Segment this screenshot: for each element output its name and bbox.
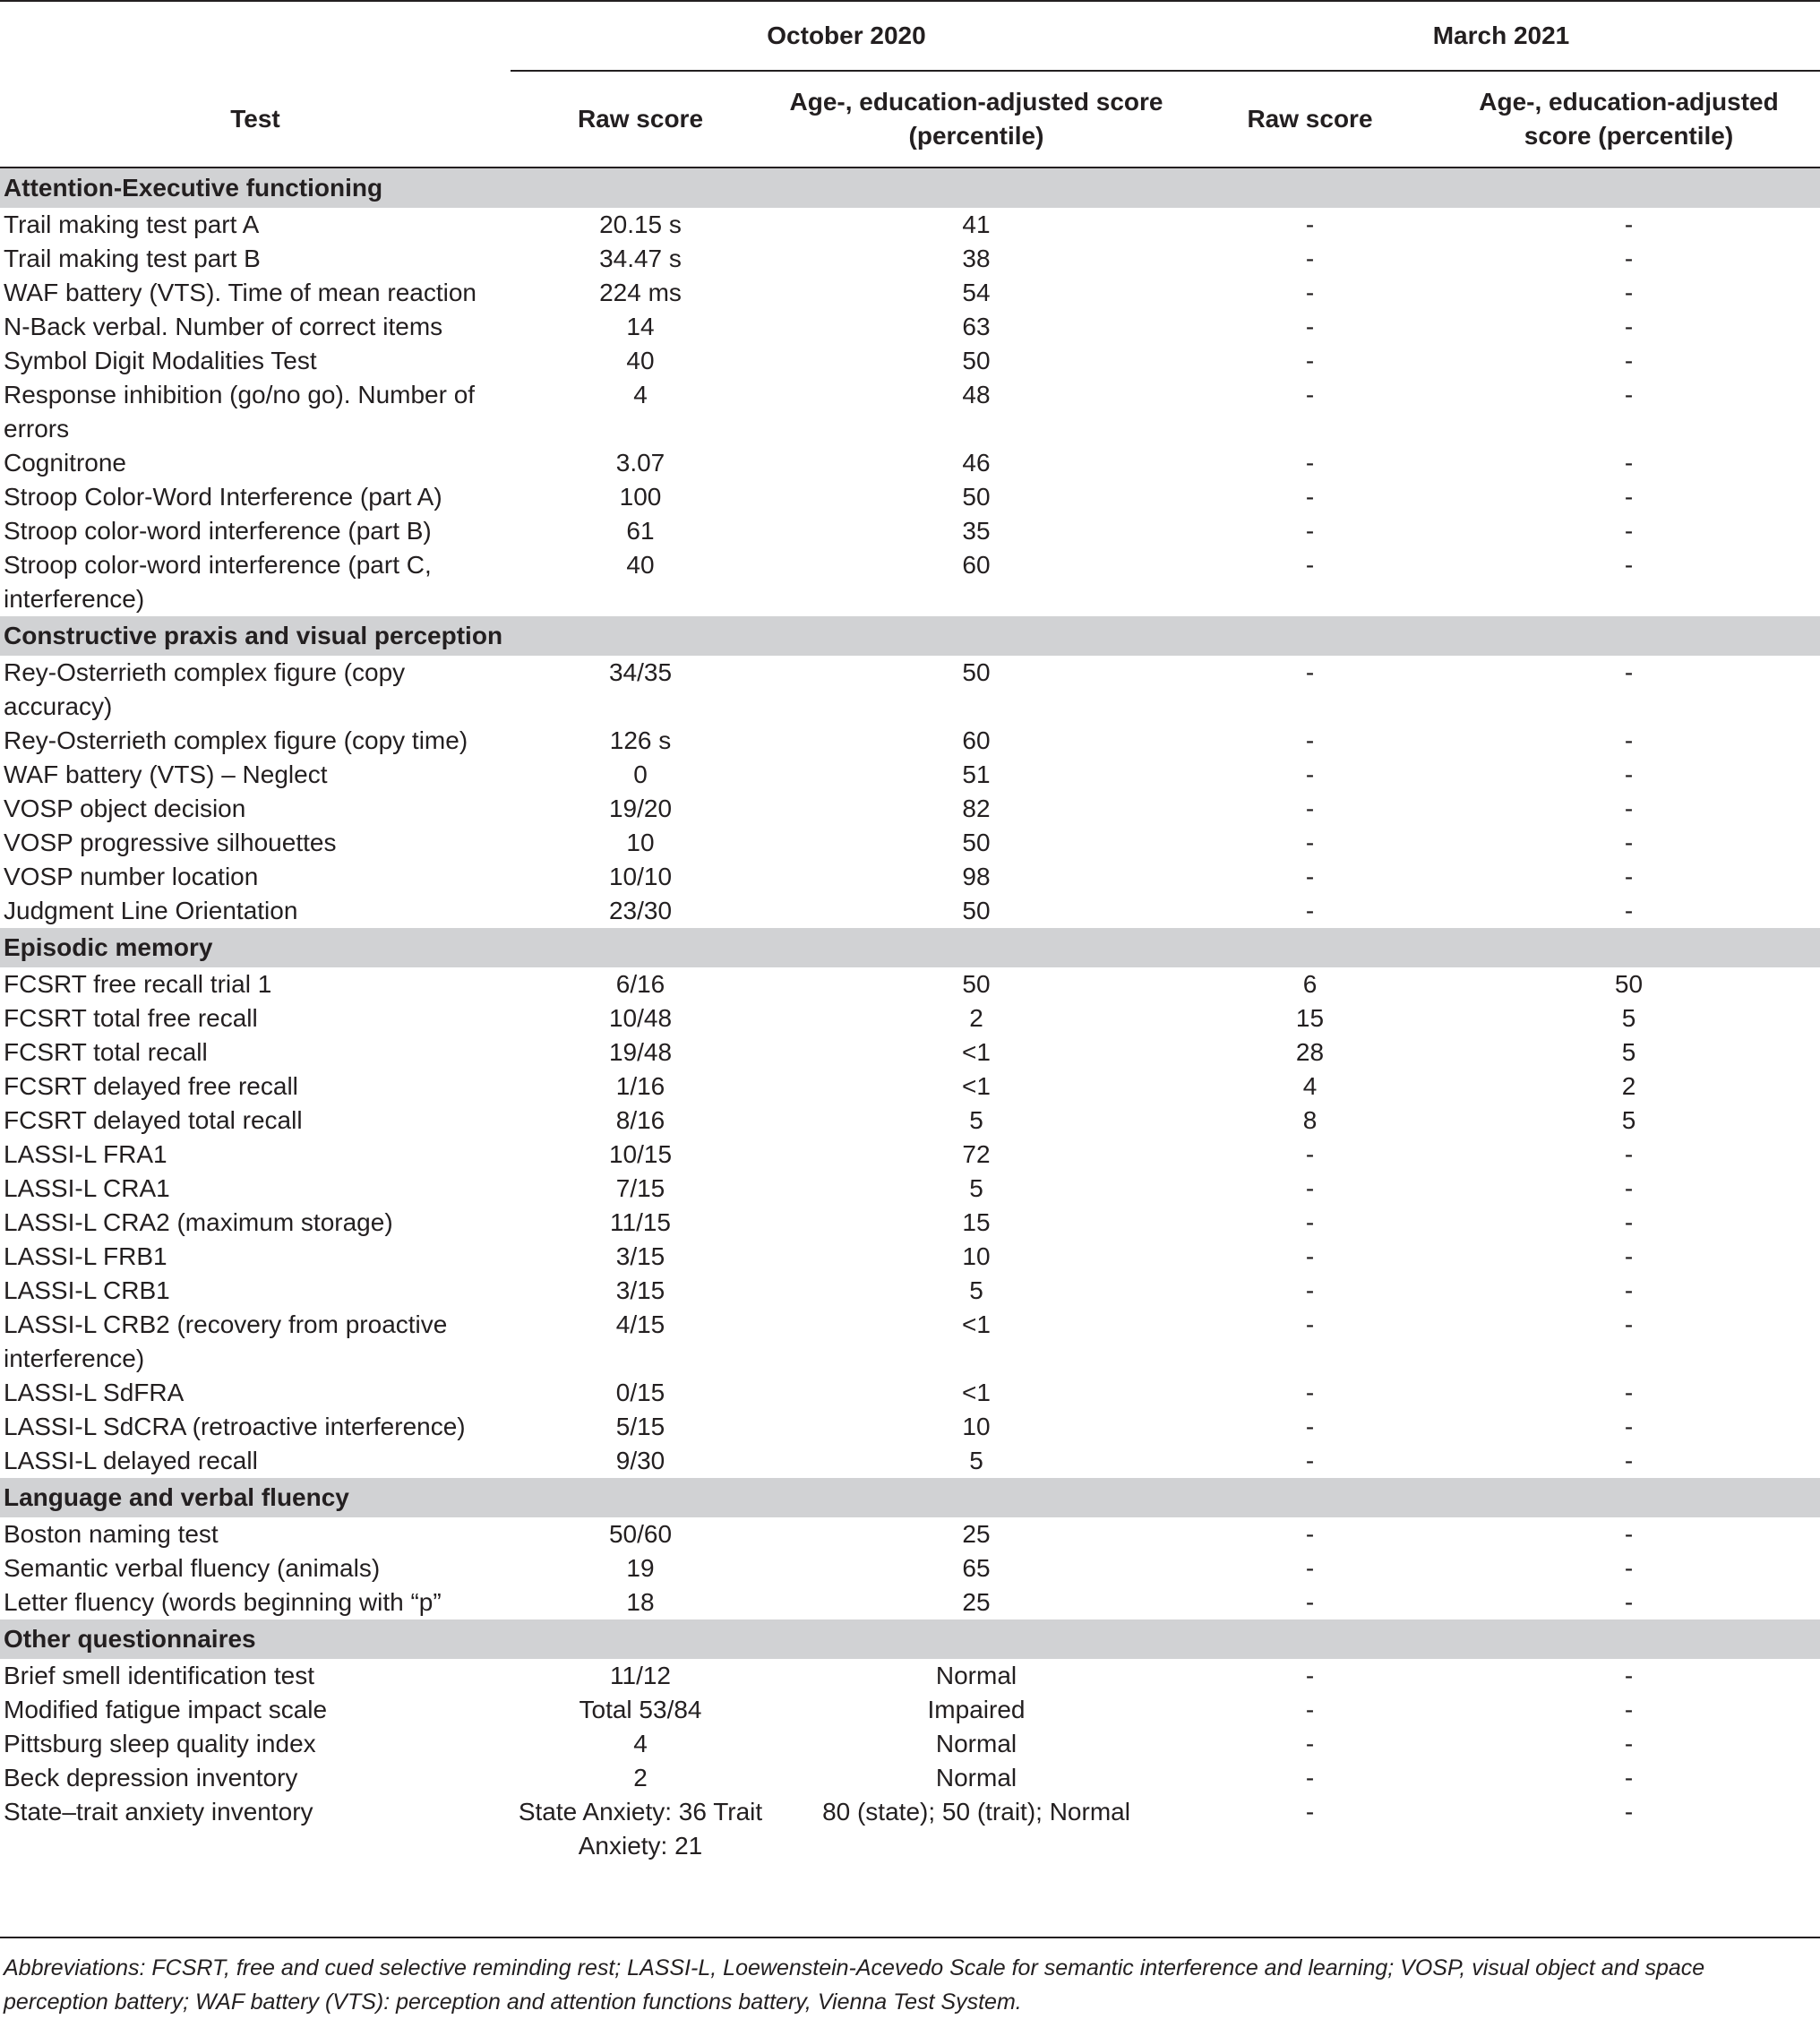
adjusted-score-mar-2021-cell: - <box>1624 1798 1634 1826</box>
raw-score-mar-2021-cell: - <box>1305 245 1315 272</box>
adjusted-score-oct-2020-cell: 10 <box>962 1413 991 1440</box>
table-row <box>0 378 1820 446</box>
col-header-adjusted-score-2: Age-, education-adjusted score (percentile) <box>1438 71 1820 168</box>
raw-score-oct-2020-cell: 10/10 <box>608 863 673 890</box>
test-name-cell: Response inhibition (go/no go). Number of errors <box>4 381 476 442</box>
raw-score-oct-2020-cell: Total 53/84 <box>579 1696 702 1723</box>
adjusted-score-oct-2020-cell: 60 <box>962 726 991 754</box>
section-header-constructive-praxis-and-visual-perception <box>0 616 1820 656</box>
adjusted-score-oct-2020-cell: 25 <box>962 1520 991 1548</box>
adjusted-score-mar-2021-cell: - <box>1624 210 1634 238</box>
raw-score-oct-2020-cell: 10/48 <box>608 1004 673 1032</box>
raw-score-oct-2020-cell: 100 <box>619 483 662 511</box>
table-row <box>0 1795 1820 1863</box>
raw-score-mar-2021-cell: - <box>1305 1276 1315 1304</box>
test-name-cell: WAF battery (VTS) – Neglect <box>4 760 328 788</box>
table-row <box>0 1172 1820 1206</box>
raw-score-oct-2020-cell: 7/15 <box>615 1174 665 1202</box>
adjusted-score-oct-2020-cell: 5 <box>969 1106 983 1134</box>
raw-score-mar-2021-cell: - <box>1305 1242 1315 1270</box>
raw-score-mar-2021-cell: - <box>1305 1208 1315 1236</box>
adjusted-score-oct-2020-cell: 50 <box>962 483 991 511</box>
table-row <box>0 1308 1820 1376</box>
adjusted-score-mar-2021-cell: - <box>1624 795 1634 822</box>
raw-score-mar-2021-cell: - <box>1305 1520 1315 1548</box>
test-name-cell: Trail making test part A <box>4 210 260 238</box>
test-name-cell: FCSRT total free recall <box>4 1004 258 1032</box>
adjusted-score-mar-2021-cell: 5 <box>1621 1106 1636 1134</box>
adjusted-score-mar-2021-cell: - <box>1624 313 1634 340</box>
table-row <box>0 1659 1820 1693</box>
table-row <box>0 1727 1820 1761</box>
raw-score-mar-2021-cell: - <box>1305 658 1315 686</box>
raw-score-mar-2021-cell: - <box>1305 1174 1315 1202</box>
adjusted-score-mar-2021-cell: - <box>1624 1413 1634 1440</box>
table-row <box>0 1585 1820 1619</box>
raw-score-mar-2021-cell: - <box>1305 760 1315 788</box>
raw-score-mar-2021-cell: - <box>1305 279 1315 306</box>
adjusted-score-oct-2020-cell: 98 <box>962 863 991 890</box>
adjusted-score-oct-2020-cell: 50 <box>962 970 991 998</box>
raw-score-mar-2021-cell: - <box>1305 1140 1315 1168</box>
adjusted-score-mar-2021-cell: - <box>1624 1696 1634 1723</box>
section-title: Constructive praxis and visual perception <box>0 616 1820 656</box>
adjusted-score-mar-2021-cell: - <box>1624 897 1634 924</box>
table-row <box>0 1001 1820 1035</box>
adjusted-score-mar-2021-cell: - <box>1624 1662 1634 1689</box>
test-name-cell: LASSI-L CRA2 (maximum storage) <box>4 1208 393 1236</box>
adjusted-score-mar-2021-cell: 2 <box>1621 1072 1636 1100</box>
section-title: Attention-Executive functioning <box>0 168 1820 208</box>
test-name-cell: LASSI-L CRB2 (recovery from proactive interference) <box>4 1310 448 1372</box>
test-name-cell: Rey-Osterrieth complex figure (copy accuracy) <box>4 658 406 720</box>
adjusted-score-mar-2021-cell: - <box>1624 1447 1634 1474</box>
raw-score-oct-2020-cell: 11/12 <box>610 1662 671 1689</box>
section-title: Episodic memory <box>0 928 1820 967</box>
adjusted-score-mar-2021-cell: - <box>1624 1730 1634 1757</box>
raw-score-oct-2020-cell: 18 <box>626 1588 655 1616</box>
adjusted-score-mar-2021-cell: - <box>1624 1310 1634 1338</box>
adjusted-score-oct-2020-cell: 5 <box>969 1276 983 1304</box>
adjusted-score-oct-2020-cell: 48 <box>962 381 991 408</box>
test-name-cell: Letter fluency (words beginning with “p” <box>4 1588 442 1616</box>
test-name-cell: Brief smell identification test <box>4 1662 315 1689</box>
test-name-cell: LASSI-L FRB1 <box>4 1242 167 1270</box>
raw-score-mar-2021-cell: - <box>1305 483 1315 511</box>
adjusted-score-oct-2020-cell: 65 <box>962 1554 991 1582</box>
section-title: Other questionnaires <box>0 1619 1820 1659</box>
test-name-cell: Semantic verbal fluency (animals) <box>4 1554 381 1582</box>
raw-score-mar-2021-cell: - <box>1305 726 1315 754</box>
period-header-row <box>0 2 1820 71</box>
raw-score-oct-2020-cell: 3/15 <box>615 1242 665 1270</box>
adjusted-score-oct-2020-cell: Normal <box>935 1764 1017 1791</box>
raw-score-mar-2021-cell: - <box>1305 1764 1315 1791</box>
table-row <box>0 310 1820 344</box>
period-empty-cell <box>0 2 511 71</box>
raw-score-oct-2020-cell: 50/60 <box>608 1520 673 1548</box>
raw-score-oct-2020-cell: 4 <box>633 381 648 408</box>
test-name-cell: FCSRT free recall trial 1 <box>4 970 272 998</box>
table-row <box>0 208 1820 242</box>
raw-score-oct-2020-cell: 224 ms <box>599 279 682 306</box>
adjusted-score-oct-2020-cell: 2 <box>969 1004 983 1032</box>
adjusted-score-mar-2021-cell: - <box>1624 1276 1634 1304</box>
raw-score-oct-2020-cell: 11/15 <box>610 1208 671 1236</box>
raw-score-mar-2021-cell: - <box>1305 1379 1315 1406</box>
adjusted-score-oct-2020-cell: 50 <box>962 347 991 374</box>
table-row <box>0 860 1820 894</box>
adjusted-score-mar-2021-cell: - <box>1624 449 1634 477</box>
test-name-cell: FCSRT delayed free recall <box>4 1072 298 1100</box>
test-name-cell: N-Back verbal. Number of correct items <box>4 313 443 340</box>
adjusted-score-mar-2021-cell: - <box>1624 279 1634 306</box>
raw-score-oct-2020-cell: 61 <box>626 517 655 545</box>
raw-score-oct-2020-cell: 8/16 <box>615 1106 665 1134</box>
test-name-cell: LASSI-L CRB1 <box>4 1276 170 1304</box>
bottom-rule <box>0 1937 1820 1938</box>
raw-score-oct-2020-cell: 10/15 <box>608 1140 673 1168</box>
table-row <box>0 1693 1820 1727</box>
adjusted-score-oct-2020-cell: 46 <box>962 449 991 477</box>
adjusted-score-mar-2021-cell: 5 <box>1621 1038 1636 1066</box>
raw-score-mar-2021-cell: - <box>1305 1447 1315 1474</box>
adjusted-score-mar-2021-cell: - <box>1624 1242 1634 1270</box>
raw-score-oct-2020-cell: 14 <box>626 313 655 340</box>
raw-score-mar-2021-cell: - <box>1305 210 1315 238</box>
adjusted-score-oct-2020-cell: 35 <box>962 517 991 545</box>
raw-score-mar-2021-cell: - <box>1305 551 1315 579</box>
raw-score-mar-2021-cell: - <box>1305 1310 1315 1338</box>
adjusted-score-oct-2020-cell: 15 <box>962 1208 991 1236</box>
adjusted-score-mar-2021-cell: - <box>1624 551 1634 579</box>
adjusted-score-oct-2020-cell: <1 <box>962 1072 991 1100</box>
raw-score-mar-2021-cell: - <box>1305 1588 1315 1616</box>
table-row <box>0 1240 1820 1274</box>
test-name-cell: Rey-Osterrieth complex figure (copy time) <box>4 726 468 754</box>
table-row <box>0 1206 1820 1240</box>
test-name-cell: Trail making test part B <box>4 245 261 272</box>
raw-score-oct-2020-cell: 34.47 s <box>599 245 682 272</box>
adjusted-score-mar-2021-cell: - <box>1624 1174 1634 1202</box>
table-row <box>0 1035 1820 1070</box>
test-name-cell: Boston naming test <box>4 1520 219 1548</box>
raw-score-oct-2020-cell: 0/15 <box>615 1379 665 1406</box>
raw-score-oct-2020-cell: 126 s <box>609 726 672 754</box>
section-title: Language and verbal fluency <box>0 1478 1820 1517</box>
adjusted-score-oct-2020-cell: 5 <box>969 1447 983 1474</box>
table-row <box>0 1138 1820 1172</box>
adjusted-score-oct-2020-cell: 41 <box>962 210 991 238</box>
raw-score-oct-2020-cell: 23/30 <box>608 897 673 924</box>
raw-score-mar-2021-cell: - <box>1305 897 1315 924</box>
raw-score-oct-2020-cell: 0 <box>633 760 648 788</box>
table-row <box>0 1517 1820 1551</box>
raw-score-mar-2021-cell: 4 <box>1302 1072 1318 1100</box>
raw-score-oct-2020-cell: 40 <box>626 551 655 579</box>
table-row <box>0 1444 1820 1478</box>
adjusted-score-oct-2020-cell: 54 <box>962 279 991 306</box>
raw-score-mar-2021-cell: - <box>1305 829 1315 856</box>
adjusted-score-mar-2021-cell: 50 <box>1614 970 1644 998</box>
raw-score-oct-2020-cell: 34/35 <box>608 658 673 686</box>
test-name-cell: Stroop color-word interference (part B) <box>4 517 432 545</box>
adjusted-score-oct-2020-cell: 72 <box>962 1140 991 1168</box>
raw-score-oct-2020-cell: 4 <box>633 1730 648 1757</box>
table-row <box>0 758 1820 792</box>
col-header-raw-score-1: Raw score <box>511 71 770 168</box>
col-header-adjusted-score-1: Age-, education-adjusted score (percentile) <box>770 71 1182 168</box>
raw-score-mar-2021-cell: - <box>1305 1730 1315 1757</box>
table-row <box>0 1410 1820 1444</box>
test-name-cell: Stroop Color-Word Interference (part A) <box>4 483 442 511</box>
raw-score-oct-2020-cell: 19/48 <box>608 1038 673 1066</box>
adjusted-score-mar-2021-cell: - <box>1624 483 1634 511</box>
raw-score-oct-2020-cell: 20.15 s <box>599 210 682 238</box>
adjusted-score-mar-2021-cell: - <box>1624 1764 1634 1791</box>
table-row <box>0 446 1820 480</box>
test-name-cell: LASSI-L SdCRA (retroactive interference) <box>4 1413 466 1440</box>
adjusted-score-oct-2020-cell: 50 <box>962 658 991 686</box>
test-name-cell: Beck depression inventory <box>4 1764 298 1791</box>
raw-score-mar-2021-cell: - <box>1305 863 1315 890</box>
raw-score-mar-2021-cell: - <box>1305 347 1315 374</box>
test-name-cell: VOSP progressive silhouettes <box>4 829 337 856</box>
col-header-raw-score-2: Raw score <box>1182 71 1438 168</box>
table-row <box>0 1376 1820 1410</box>
raw-score-oct-2020-cell: 1/16 <box>615 1072 665 1100</box>
adjusted-score-mar-2021-cell: - <box>1624 1140 1634 1168</box>
adjusted-score-mar-2021-cell: - <box>1624 347 1634 374</box>
adjusted-score-oct-2020-cell: <1 <box>962 1379 991 1406</box>
section-header-episodic-memory <box>0 928 1820 967</box>
raw-score-mar-2021-cell: - <box>1305 1696 1315 1723</box>
raw-score-mar-2021-cell: 6 <box>1302 970 1318 998</box>
adjusted-score-oct-2020-cell: 25 <box>962 1588 991 1616</box>
raw-score-mar-2021-cell: 15 <box>1295 1004 1325 1032</box>
table-row <box>0 656 1820 724</box>
adjusted-score-oct-2020-cell: 63 <box>962 313 991 340</box>
adjusted-score-oct-2020-cell: 38 <box>962 245 991 272</box>
adjusted-score-mar-2021-cell: - <box>1624 863 1634 890</box>
raw-score-oct-2020-cell: 3.07 <box>615 449 665 477</box>
raw-score-oct-2020-cell: 3/15 <box>615 1276 665 1304</box>
adjusted-score-oct-2020-cell: <1 <box>962 1310 991 1338</box>
table-row <box>0 242 1820 276</box>
table-row <box>0 1104 1820 1138</box>
adjusted-score-oct-2020-cell: 82 <box>962 795 991 822</box>
table-row <box>0 894 1820 928</box>
test-name-cell: LASSI-L delayed recall <box>4 1447 258 1474</box>
test-name-cell: LASSI-L CRA1 <box>4 1174 170 1202</box>
raw-score-oct-2020-cell: State Anxiety: 36 Trait Anxiety: 21 <box>518 1798 763 1860</box>
section-header-attention-executive-functioning <box>0 168 1820 208</box>
raw-score-mar-2021-cell: - <box>1305 313 1315 340</box>
test-name-cell: Symbol Digit Modalities Test <box>4 347 317 374</box>
raw-score-mar-2021-cell: 8 <box>1302 1106 1318 1134</box>
adjusted-score-mar-2021-cell: - <box>1624 1520 1634 1548</box>
adjusted-score-mar-2021-cell: - <box>1624 517 1634 545</box>
table-row <box>0 1551 1820 1585</box>
test-name-cell: FCSRT delayed total recall <box>4 1106 303 1134</box>
test-name-cell: VOSP number location <box>4 863 259 890</box>
raw-score-oct-2020-cell: 6/16 <box>615 970 665 998</box>
test-name-cell: Judgment Line Orientation <box>4 897 298 924</box>
test-name-cell: Pittsburg sleep quality index <box>4 1730 316 1757</box>
raw-score-oct-2020-cell: 19 <box>626 1554 655 1582</box>
adjusted-score-oct-2020-cell: 5 <box>969 1174 983 1202</box>
adjusted-score-mar-2021-cell: - <box>1624 829 1634 856</box>
adjusted-score-oct-2020-cell: 60 <box>962 551 991 579</box>
table-row <box>0 826 1820 860</box>
adjusted-score-oct-2020-cell: 50 <box>962 829 991 856</box>
section-header-language-and-verbal-fluency <box>0 1478 1820 1517</box>
adjusted-score-mar-2021-cell: - <box>1624 760 1634 788</box>
adjusted-score-oct-2020-cell: 51 <box>962 760 991 788</box>
raw-score-mar-2021-cell: - <box>1305 381 1315 408</box>
test-name-cell: Cognitrone <box>4 449 126 477</box>
test-name-cell: Stroop color-word interference (part C, interference) <box>4 551 432 613</box>
table-body <box>0 168 1820 1863</box>
table-row <box>0 967 1820 1001</box>
raw-score-oct-2020-cell: 40 <box>626 347 655 374</box>
adjusted-score-oct-2020-cell: Impaired <box>927 1696 1026 1723</box>
raw-score-mar-2021-cell: - <box>1305 1554 1315 1582</box>
raw-score-oct-2020-cell: 10 <box>626 829 655 856</box>
adjusted-score-mar-2021-cell: - <box>1624 381 1634 408</box>
raw-score-oct-2020-cell: 4/15 <box>615 1310 665 1338</box>
raw-score-mar-2021-cell: - <box>1305 1662 1315 1689</box>
raw-score-mar-2021-cell: - <box>1305 795 1315 822</box>
raw-score-oct-2020-cell: 5/15 <box>615 1413 665 1440</box>
raw-score-mar-2021-cell: - <box>1305 449 1315 477</box>
table-row <box>0 480 1820 514</box>
period-march-2021: March 2021 <box>1182 2 1820 71</box>
table-row <box>0 792 1820 826</box>
table-row <box>0 276 1820 310</box>
raw-score-mar-2021-cell: 28 <box>1295 1038 1325 1066</box>
table-row <box>0 548 1820 616</box>
adjusted-score-mar-2021-cell: - <box>1624 1554 1634 1582</box>
period-october-2020: October 2020 <box>511 2 1182 71</box>
table-header <box>0 1 1820 168</box>
test-name-cell: FCSRT total recall <box>4 1038 208 1066</box>
adjusted-score-oct-2020-cell: Normal <box>935 1662 1017 1689</box>
raw-score-oct-2020-cell: 9/30 <box>615 1447 665 1474</box>
adjusted-score-oct-2020-cell: 10 <box>962 1242 991 1270</box>
test-name-cell: State–trait anxiety inventory <box>4 1798 313 1826</box>
table-row <box>0 1070 1820 1104</box>
adjusted-score-oct-2020-cell: <1 <box>962 1038 991 1066</box>
table-row <box>0 1274 1820 1308</box>
table-row <box>0 344 1820 378</box>
footnote: Abbreviations: FCSRT, free and cued selective reminding rest; LASSI-L, Loewenstein-Acevedo Scale for semantic interference and learning; VOSP, visual object and space perception battery; WAF battery (VTS): perception and attention functions battery, Vienna Test System. <box>4 1955 1705 2015</box>
adjusted-score-mar-2021-cell: - <box>1624 726 1634 754</box>
column-header-row <box>0 71 1820 168</box>
col-header-test: Test <box>0 71 511 168</box>
adjusted-score-mar-2021-cell: - <box>1624 1379 1634 1406</box>
test-name-cell: VOSP object decision <box>4 795 246 822</box>
table-row <box>0 724 1820 758</box>
adjusted-score-mar-2021-cell: - <box>1624 1208 1634 1236</box>
adjusted-score-oct-2020-cell: 50 <box>962 897 991 924</box>
raw-score-oct-2020-cell: 2 <box>633 1764 648 1791</box>
table-row <box>0 514 1820 548</box>
adjusted-score-mar-2021-cell: - <box>1624 245 1634 272</box>
test-name-cell: LASSI-L FRA1 <box>4 1140 167 1168</box>
raw-score-mar-2021-cell: - <box>1305 1413 1315 1440</box>
section-header-other-questionnaires <box>0 1619 1820 1659</box>
adjusted-score-mar-2021-cell: - <box>1624 1588 1634 1616</box>
adjusted-score-mar-2021-cell: 5 <box>1621 1004 1636 1032</box>
table-row <box>0 1761 1820 1795</box>
test-name-cell: Modified fatigue impact scale <box>4 1696 328 1723</box>
adjusted-score-oct-2020-cell: 80 (state); 50 (trait); Normal <box>822 1798 1130 1826</box>
test-name-cell: WAF battery (VTS). Time of mean reaction <box>4 279 477 306</box>
raw-score-oct-2020-cell: 19/20 <box>608 795 673 822</box>
adjusted-score-mar-2021-cell: - <box>1624 658 1634 686</box>
adjusted-score-oct-2020-cell: Normal <box>935 1730 1017 1757</box>
raw-score-mar-2021-cell: - <box>1305 517 1315 545</box>
raw-score-mar-2021-cell: - <box>1305 1798 1315 1826</box>
test-name-cell: LASSI-L SdFRA <box>4 1379 185 1406</box>
